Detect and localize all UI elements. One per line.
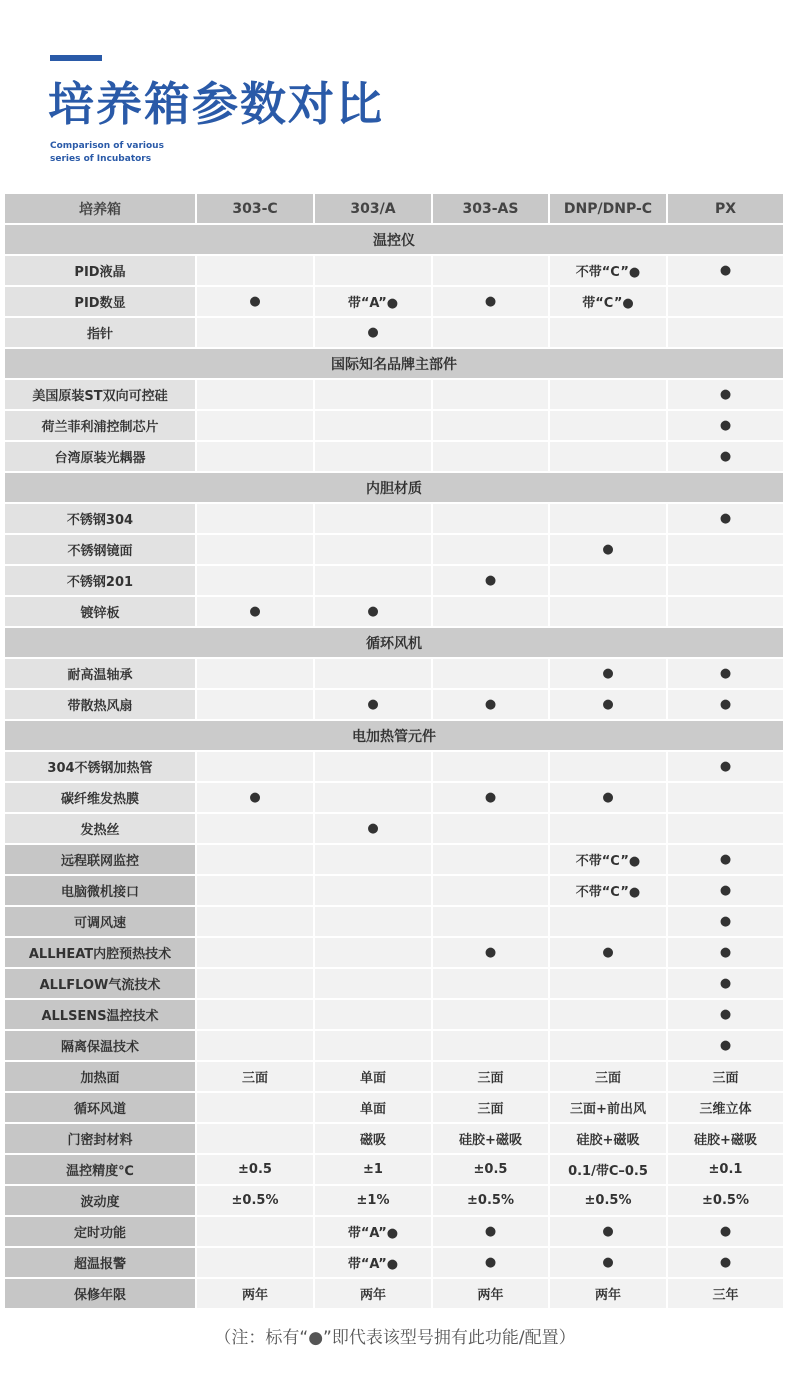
table-cell: 0.1/带C–0.5 (550, 1155, 668, 1186)
table-cell (197, 504, 315, 535)
table-row (5, 907, 785, 938)
table-cell (668, 814, 785, 845)
table-cell (433, 876, 550, 907)
footnote: （注：标有“●”即代表该型号拥有此功能/配置） (214, 1328, 576, 1348)
table-body (5, 225, 785, 1310)
table-cell (315, 411, 433, 442)
table-row (5, 1217, 785, 1248)
table-cell (197, 969, 315, 1000)
table-cell (433, 969, 550, 1000)
table-cell (315, 752, 433, 783)
table-cell (550, 1000, 668, 1031)
table-cell: ● (550, 535, 668, 566)
table-cell (550, 814, 668, 845)
table-cell: ● (668, 969, 785, 1000)
feature-label: 可调风速 (5, 907, 197, 938)
table-row (5, 1062, 785, 1093)
table-cell: ● (433, 1248, 550, 1279)
feature-label: 发热丝 (5, 814, 197, 845)
table-section-row (5, 473, 785, 504)
table-section-row (5, 349, 785, 380)
feature-label: 保修年限 (5, 1279, 197, 1310)
table-section-row (5, 721, 785, 752)
table-cell: ● (668, 380, 785, 411)
table-cell: ● (668, 659, 785, 690)
feature-label: 不锈钢201 (5, 566, 197, 597)
table-cell (433, 1000, 550, 1031)
table-cell (315, 504, 433, 535)
comparison-table (5, 194, 785, 1310)
table-cell: ±0.5% (197, 1186, 315, 1217)
table-cell (433, 380, 550, 411)
table-cell (433, 535, 550, 566)
table-cell: ● (668, 411, 785, 442)
feature-label: 带散热风扇 (5, 690, 197, 721)
table-cell (197, 814, 315, 845)
table-row (5, 380, 785, 411)
table-cell (550, 752, 668, 783)
feature-label: 荷兰菲利浦控制芯片 (5, 411, 197, 442)
table-row (5, 1155, 785, 1186)
table-row (5, 1124, 785, 1155)
table-row (5, 1279, 785, 1310)
table-cell: 不带“C”● (550, 256, 668, 287)
column-header-dnp: DNP/DNP-C (550, 194, 668, 225)
table-cell (315, 907, 433, 938)
table-cell (433, 814, 550, 845)
table-cell: 单面 (315, 1062, 433, 1093)
section-label: 温控仪 (5, 225, 785, 256)
feature-label: 美国原装ST双向可控硅 (5, 380, 197, 411)
feature-label: 指针 (5, 318, 197, 349)
table-row (5, 938, 785, 969)
table-cell: 三面 (433, 1062, 550, 1093)
table-cell (550, 597, 668, 628)
table-cell (433, 752, 550, 783)
feature-label: 加热面 (5, 1062, 197, 1093)
table-row (5, 1186, 785, 1217)
feature-label: 不锈钢镜面 (5, 535, 197, 566)
table-row (5, 318, 785, 349)
table-cell: 带“A”● (315, 1248, 433, 1279)
table-cell: ● (668, 876, 785, 907)
table-cell (433, 442, 550, 473)
table-cell (315, 256, 433, 287)
table-cell (197, 659, 315, 690)
table-cell: ● (197, 597, 315, 628)
table-cell (550, 1031, 668, 1062)
table-cell: 三维立体 (668, 1093, 785, 1124)
table-cell: ● (668, 845, 785, 876)
table-row (5, 659, 785, 690)
table-cell: ● (550, 690, 668, 721)
section-label: 电加热管元件 (5, 721, 785, 752)
table-cell (550, 411, 668, 442)
table-cell: ● (433, 783, 550, 814)
feature-label: 循环风道 (5, 1093, 197, 1124)
table-cell (433, 659, 550, 690)
table-cell: ±1 (315, 1155, 433, 1186)
table-cell (550, 380, 668, 411)
table-cell (197, 1031, 315, 1062)
table-cell: 三面 (433, 1093, 550, 1124)
table-cell (197, 938, 315, 969)
table-cell (197, 380, 315, 411)
table-cell: 两年 (433, 1279, 550, 1310)
feature-label: PID数显 (5, 287, 197, 318)
table-row (5, 752, 785, 783)
table-cell: ±0.5% (433, 1186, 550, 1217)
table-cell (197, 566, 315, 597)
table-cell: ● (668, 1248, 785, 1279)
column-header-303-a: 303/A (315, 194, 433, 225)
table-header-row (5, 194, 785, 225)
table-row (5, 1031, 785, 1062)
table-cell: ● (550, 783, 668, 814)
table-cell (315, 1000, 433, 1031)
feature-label: 隔离保温技术 (5, 1031, 197, 1062)
table-cell (433, 907, 550, 938)
table-cell: 不带“C”● (550, 876, 668, 907)
table-cell: ● (197, 783, 315, 814)
feature-label: 门密封材料 (5, 1124, 197, 1155)
table-cell: ● (550, 659, 668, 690)
table-cell (433, 504, 550, 535)
table-cell: ● (668, 1000, 785, 1031)
table-row (5, 287, 785, 318)
table-cell (197, 845, 315, 876)
table-row (5, 969, 785, 1000)
table-cell: 三面 (197, 1062, 315, 1093)
table-row (5, 1248, 785, 1279)
page-subtitle (50, 140, 164, 166)
table-cell (197, 411, 315, 442)
table-cell (550, 969, 668, 1000)
table-cell (197, 1124, 315, 1155)
table-cell (315, 535, 433, 566)
table-cell (315, 659, 433, 690)
table-cell: 磁吸 (315, 1124, 433, 1155)
table-cell: 三面 (668, 1062, 785, 1093)
feature-label: 不锈钢304 (5, 504, 197, 535)
table-cell (433, 597, 550, 628)
table-row (5, 814, 785, 845)
feature-label: 碳纤维发热膜 (5, 783, 197, 814)
table-row (5, 504, 785, 535)
table-cell: 两年 (550, 1279, 668, 1310)
table-cell (550, 504, 668, 535)
table-cell (315, 938, 433, 969)
table-cell: ±0.5% (550, 1186, 668, 1217)
table-cell (550, 442, 668, 473)
table-cell (315, 876, 433, 907)
table-cell: 带“A”● (315, 287, 433, 318)
table-cell (433, 1031, 550, 1062)
table-cell: 两年 (315, 1279, 433, 1310)
table-cell: ±0.5 (433, 1155, 550, 1186)
feature-label: ALLFLOW气流技术 (5, 969, 197, 1000)
table-cell: ● (315, 597, 433, 628)
table-cell (197, 535, 315, 566)
table-cell: ● (197, 287, 315, 318)
table-row (5, 566, 785, 597)
table-cell (668, 597, 785, 628)
table-row (5, 411, 785, 442)
title-accent-bar (50, 55, 102, 61)
table-cell (197, 442, 315, 473)
table-cell (668, 287, 785, 318)
table-cell: 三年 (668, 1279, 785, 1310)
table-cell (550, 318, 668, 349)
table-cell (315, 380, 433, 411)
table-cell: ±0.1 (668, 1155, 785, 1186)
table-cell: ● (668, 504, 785, 535)
table-cell: ● (550, 1217, 668, 1248)
subtitle-line-1: Comparison of various (50, 141, 164, 151)
table-cell (197, 256, 315, 287)
column-header-303-as: 303-AS (433, 194, 550, 225)
table-cell: ±0.5% (668, 1186, 785, 1217)
table-cell: ● (668, 938, 785, 969)
table-cell: ● (668, 752, 785, 783)
table-cell: 三面 (550, 1062, 668, 1093)
table-row (5, 1000, 785, 1031)
table-cell: 硅胶+磁吸 (550, 1124, 668, 1155)
table-cell (668, 318, 785, 349)
table-cell: ● (668, 442, 785, 473)
table-cell (550, 566, 668, 597)
column-header-px: PX (668, 194, 785, 225)
table-cell: 三面+前出风 (550, 1093, 668, 1124)
table-cell: ±0.5 (197, 1155, 315, 1186)
table-cell: ● (668, 690, 785, 721)
table-cell (315, 783, 433, 814)
table-cell (197, 876, 315, 907)
table-cell (197, 1248, 315, 1279)
table-cell: ● (668, 1217, 785, 1248)
subtitle-line-2: series of Incubators (50, 154, 152, 164)
table-cell: ● (668, 1031, 785, 1062)
table-cell: ±1% (315, 1186, 433, 1217)
page-title: 培养箱参数对比 (48, 77, 384, 131)
column-header-303-c: 303-C (197, 194, 315, 225)
table-cell: 带“C”● (550, 287, 668, 318)
table-cell: ● (315, 318, 433, 349)
table-section-row (5, 225, 785, 256)
table-row (5, 256, 785, 287)
feature-label: PID液晶 (5, 256, 197, 287)
feature-label: 定时功能 (5, 1217, 197, 1248)
table-row (5, 597, 785, 628)
feature-label: 镀锌板 (5, 597, 197, 628)
feature-label: ALLHEAT内腔预热技术 (5, 938, 197, 969)
table-row (5, 690, 785, 721)
table-section-row (5, 628, 785, 659)
table-cell (197, 1000, 315, 1031)
table-cell: 带“A”● (315, 1217, 433, 1248)
table-cell (197, 1217, 315, 1248)
feature-label: ALLSENS温控技术 (5, 1000, 197, 1031)
feature-label: 电脑微机接口 (5, 876, 197, 907)
table-cell (315, 969, 433, 1000)
feature-label: 温控精度℃ (5, 1155, 197, 1186)
table-cell (433, 411, 550, 442)
table-cell (550, 907, 668, 938)
table-cell: ● (668, 907, 785, 938)
table-row (5, 442, 785, 473)
table-cell: 硅胶+磁吸 (668, 1124, 785, 1155)
table-cell (197, 1093, 315, 1124)
feature-label: 台湾原装光耦器 (5, 442, 197, 473)
table-cell: ● (668, 256, 785, 287)
table-cell: ● (433, 566, 550, 597)
feature-label: 耐高温轴承 (5, 659, 197, 690)
table-cell (315, 845, 433, 876)
section-label: 内胆材质 (5, 473, 785, 504)
table-cell (315, 566, 433, 597)
table-cell (197, 752, 315, 783)
table-row (5, 783, 785, 814)
feature-label: 超温报警 (5, 1248, 197, 1279)
feature-label: 波动度 (5, 1186, 197, 1217)
table-cell: ● (550, 1248, 668, 1279)
table-cell (433, 318, 550, 349)
table-row (5, 1093, 785, 1124)
table-cell: ● (433, 938, 550, 969)
table-cell: ● (315, 814, 433, 845)
table-cell: ● (433, 287, 550, 318)
table-cell (668, 566, 785, 597)
table-cell: ● (315, 690, 433, 721)
table-cell (197, 318, 315, 349)
table-row (5, 535, 785, 566)
section-label: 国际知名品牌主部件 (5, 349, 785, 380)
feature-label: 远程联网监控 (5, 845, 197, 876)
table-cell (668, 783, 785, 814)
section-label: 循环风机 (5, 628, 785, 659)
table-cell: 不带“C”● (550, 845, 668, 876)
feature-label: 304不锈钢加热管 (5, 752, 197, 783)
table-cell (433, 845, 550, 876)
table-cell (315, 442, 433, 473)
table-cell (433, 256, 550, 287)
table-cell: ● (433, 1217, 550, 1248)
table-row (5, 876, 785, 907)
table-cell: 两年 (197, 1279, 315, 1310)
table-cell: ● (433, 690, 550, 721)
table-cell: ● (550, 938, 668, 969)
column-header-feature: 培养箱 (5, 194, 197, 225)
table-cell (197, 907, 315, 938)
table-cell: 单面 (315, 1093, 433, 1124)
table-row (5, 845, 785, 876)
table-cell (197, 690, 315, 721)
table-cell: 硅胶+磁吸 (433, 1124, 550, 1155)
table-cell (668, 535, 785, 566)
table-cell (315, 1031, 433, 1062)
